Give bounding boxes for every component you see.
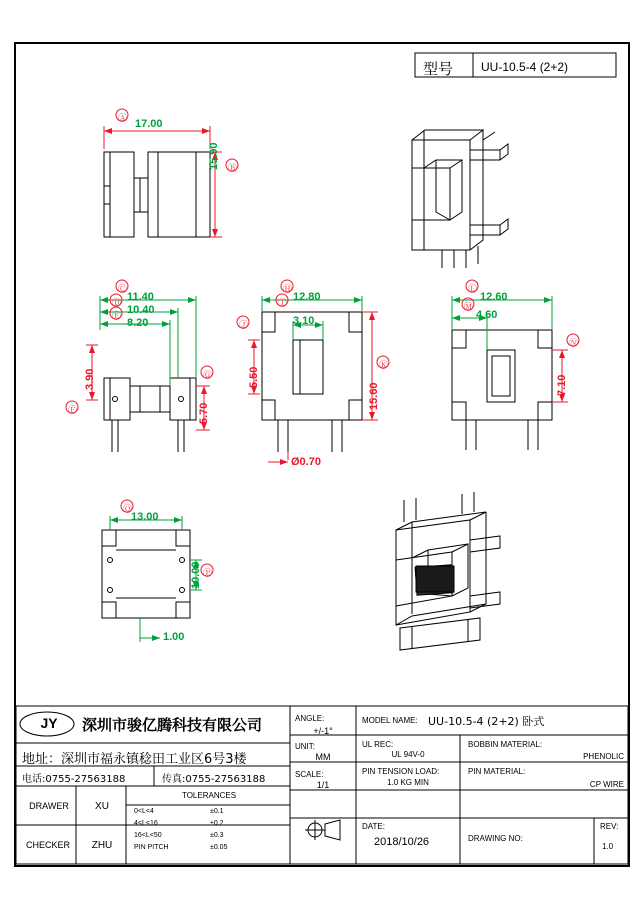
balloon-e: Ⓔ [112, 311, 122, 321]
tolerance-value-3: ±0.05 [210, 844, 228, 851]
rev-value: 1.0 [602, 842, 614, 851]
tolerance-range-0: 0<L<4 [134, 808, 154, 815]
date-label: DATE: [362, 822, 385, 831]
balloon-a: Ⓐ [118, 113, 128, 123]
dim-5-70: 5.70 [198, 402, 210, 424]
pin-material-value: CP WIRE [589, 780, 624, 789]
checker-value: ZHU [91, 840, 113, 851]
tolerance-value-0: ±0.1 [210, 808, 224, 815]
scale-label: SCALE: [295, 770, 324, 779]
dim-7-10: 7.10 [556, 374, 568, 396]
angle-label: ANGLE: [295, 714, 325, 723]
dim-11-40: 11.40 [127, 291, 154, 303]
model-value: UU-10.5-4 (2+2) [481, 60, 569, 74]
dim-10-00: 10.00 [190, 561, 202, 589]
scale-value: 1/1 [316, 780, 330, 790]
pin-tension-label: PIN TENSION LOAD: [362, 767, 440, 776]
balloon-g: Ⓖ [203, 370, 213, 380]
unit-label: UNIT: [295, 742, 315, 751]
dim-1-00: 1.00 [163, 631, 185, 643]
company-fax: 传真:0755-27563188 [162, 774, 266, 785]
dim-17-00: 17.00 [135, 118, 163, 130]
dim-13-00: 13.00 [131, 511, 159, 523]
balloon-n: Ⓝ [569, 338, 579, 348]
pin-material-label: PIN MATERIAL: [468, 767, 526, 776]
dim-3-90: 3.90 [84, 368, 96, 390]
dim-4-60: 4.60 [476, 309, 498, 321]
dim-15-90: 15.90 [208, 142, 220, 170]
dim-12-60: 12.60 [480, 291, 508, 303]
dim-12-80: 12.80 [293, 291, 321, 303]
balloon-c: Ⓒ [118, 284, 128, 294]
balloon-o: Ⓞ [123, 504, 133, 514]
balloon-j: Ⓙ [239, 320, 249, 330]
balloon-f: Ⓕ [68, 405, 78, 415]
tolerance-range-2: 16<L<50 [134, 832, 162, 839]
dim-3-10: 3.10 [293, 315, 315, 327]
ul-rec-label: UL REC: [362, 740, 394, 749]
balloon-h: Ⓗ [283, 284, 293, 294]
dim-8-20: 8.20 [127, 317, 149, 329]
drawer-value: XU [95, 801, 109, 812]
tolerance-range-3: PIN PITCH [134, 844, 169, 851]
pin-tension-value: 1.0 KG MIN [387, 778, 429, 787]
dim-10-40: 10.40 [127, 304, 155, 316]
drawing-no-label: DRAWING NO: [468, 834, 523, 843]
tolerances-title: TOLERANCES [181, 791, 237, 800]
balloon-m: Ⓜ [464, 302, 474, 312]
balloon-p: Ⓟ [203, 568, 213, 578]
balloon-l: Ⓛ [468, 284, 478, 294]
tolerance-value-1: ±0.2 [210, 820, 224, 827]
model-name-label: MODEL NAME: [362, 716, 418, 725]
company-logo: JY [40, 715, 58, 731]
tolerance-range-1: 4<L<16 [134, 820, 158, 827]
balloon-k: Ⓚ [379, 360, 389, 370]
tolerance-value-2: ±0.3 [210, 832, 224, 839]
dim-pin-diameter: Ø0.70 [291, 456, 321, 468]
unit-value: MM [315, 752, 331, 762]
dim-5-50: 5.50 [248, 366, 260, 388]
bobbin-material-value: PHENOLIC [583, 752, 624, 761]
balloon-b: Ⓑ [228, 163, 238, 173]
model-box-label: 型号 [423, 60, 454, 78]
company-tel: 电话:0755-27563188 [22, 774, 126, 785]
ul-rec-value: UL 94V-0 [391, 750, 425, 759]
bobbin-material-label: BOBBIN MATERIAL: [468, 740, 543, 749]
company-address: 地址：深圳市福永镇稔田工业区6号3楼 [22, 752, 247, 767]
rev-label: REV: [600, 822, 619, 831]
date-value: 2018/10/26 [374, 836, 430, 848]
checker-label: CHECKER [25, 840, 70, 850]
company-name: 深圳市骏亿腾科技有限公司 [82, 716, 263, 734]
balloon-i: Ⓘ [278, 298, 288, 308]
drawer-label: DRAWER [29, 801, 69, 811]
balloon-d: Ⓓ [112, 298, 122, 308]
angle-value: +/-1° [313, 726, 333, 736]
dim-15-60: 15.60 [368, 382, 380, 410]
model-name-value: UU-10.5-4 (2+2) 卧式 [428, 715, 545, 728]
